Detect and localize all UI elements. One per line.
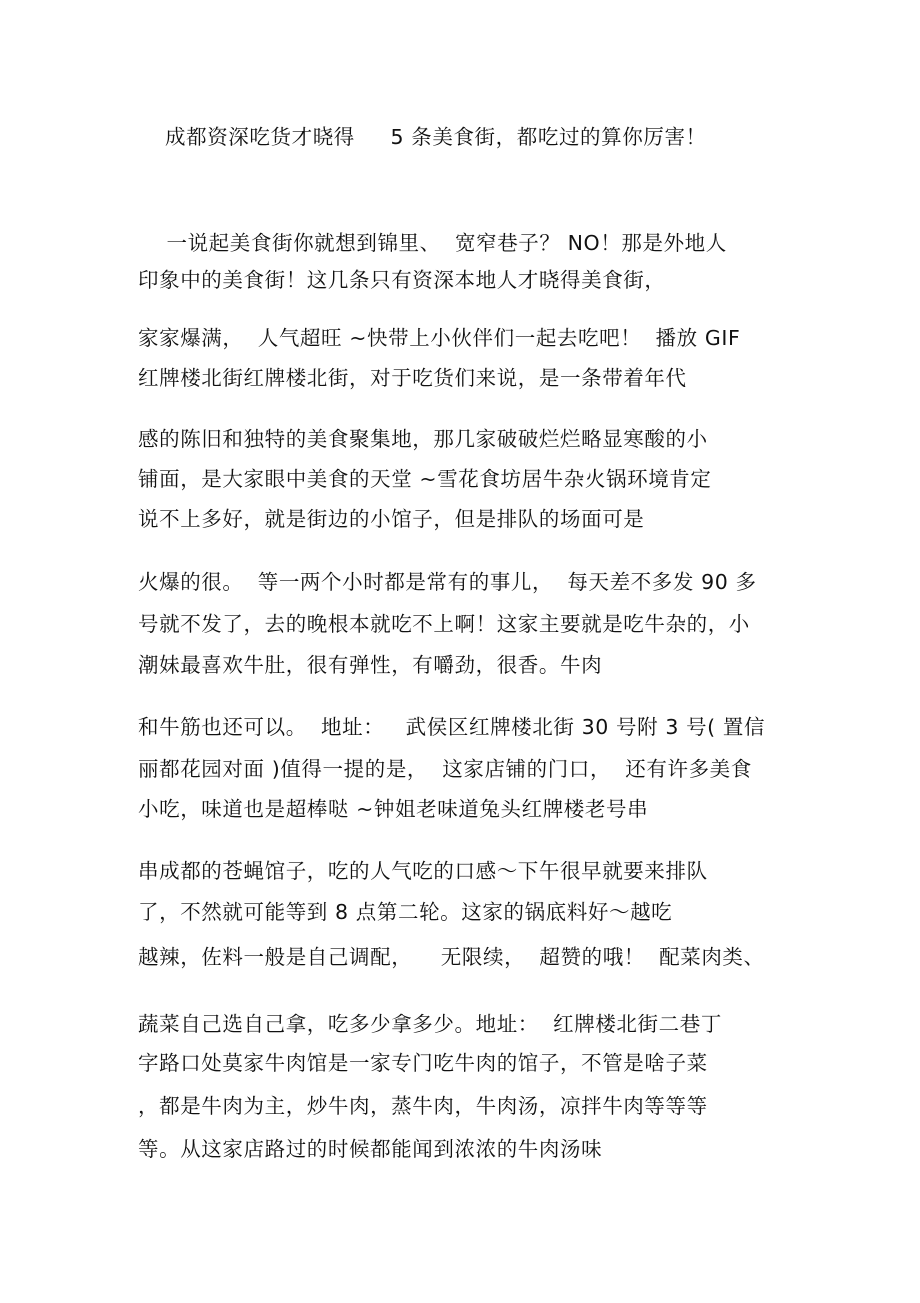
text-line-16: 越辣，佐料一般是自己调配， 无限续， 超赞的哦！ 配菜肉类、 <box>138 945 765 969</box>
text-line-6: 铺面，是大家眼中美食的天堂 ~雪花食坊居牛杂火锅环境肯定 <box>138 467 712 491</box>
text-line-10: 潮妹最喜欢牛肚，很有弹性，有嚼劲，很香。牛肉 <box>138 653 603 677</box>
text-line-18: 字路口处莫家牛肉馆是一家专门吃牛肉的馆子，不管是啥子菜 <box>138 1051 708 1075</box>
text-line-8: 火爆的很。 等一两个小时都是常有的事儿， 每天差不多发 90 多 <box>138 570 757 594</box>
text-line-9: 号就不发了，去的晚根本就吃不上啊！这家主要就是吃牛杂的，小 <box>138 612 750 636</box>
text-line-2: 印象中的美食街！这几条只有资深本地人才晓得美食街， <box>138 268 666 292</box>
text-line-12: 丽都花园对面 )值得一提的是， 这家店铺的门口， 还有许多美食 <box>138 757 752 781</box>
text-line-1: 一说起美食街你就想到锦里、 宽窄巷子？ NO！那是外地人 <box>138 231 727 255</box>
text-line-7: 说不上多好，就是街边的小馆子，但是排队的场面可是 <box>138 507 645 531</box>
text-line-14: 串成都的苍蝇馆子，吃的人气吃的口感～下午很早就要来排队 <box>138 859 708 883</box>
text-line-4: 红牌楼北街红牌楼北街，对于吃货们来说，是一条带着年代 <box>138 366 687 390</box>
text-line-15: 了，不然就可能等到 8 点第二轮。这家的锅底料好～越吃 <box>138 900 673 924</box>
text-line-3: 家家爆满， 人气超旺 ~快带上小伙伴们一起去吃吧！ 播放 GIF <box>138 326 741 350</box>
text-line-17: 蔬菜自己选自己拿，吃多少拿多少。地址： 红牌楼北街二巷丁 <box>138 1012 722 1036</box>
text-line-11: 和牛筋也还可以。 地址： 武侯区红牌楼北街 30 号附 3 号( 置信 <box>138 715 766 739</box>
document-title: 成都资深吃货才晓得 5 条美食街，都吃过的算你厉害！ <box>165 125 707 149</box>
text-line-13: 小吃，味道也是超棒哒 ~钟姐老味道兔头红牌楼老号串 <box>138 797 649 821</box>
text-line-5: 感的陈旧和独特的美食聚集地，那几家破破烂烂略显寒酸的小 <box>138 427 708 451</box>
text-line-19: ，都是牛肉为主，炒牛肉，蒸牛肉，牛肉汤，凉拌牛肉等等等 <box>138 1094 708 1118</box>
text-line-20: 等。从这家店路过的时候都能闻到浓浓的牛肉汤味 <box>138 1137 603 1161</box>
